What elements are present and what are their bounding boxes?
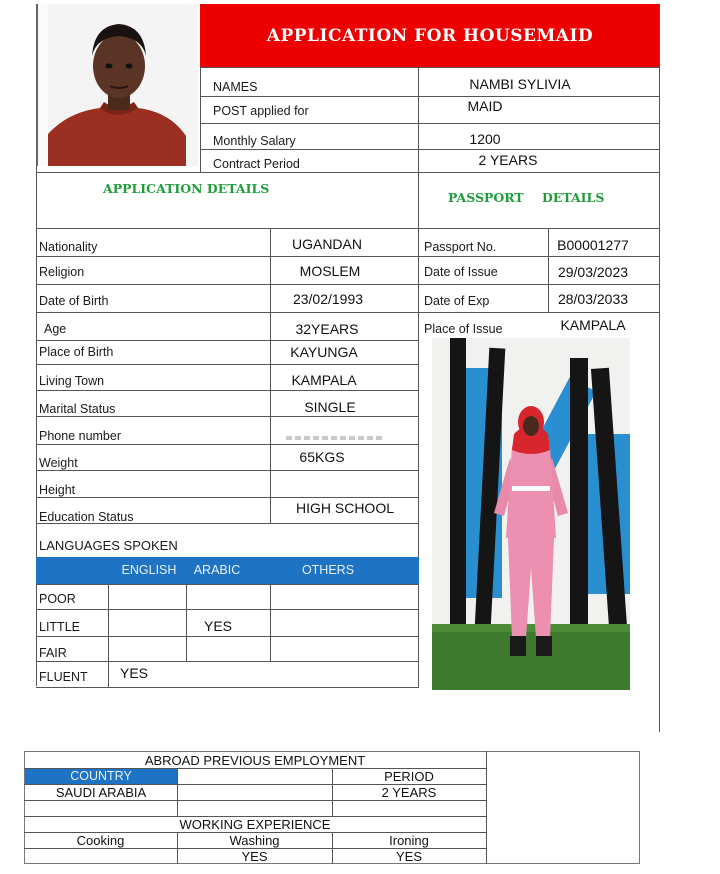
portrait-illustration — [38, 4, 200, 166]
country-label: COUNTRY — [70, 769, 132, 783]
period-label: PERIOD — [384, 769, 434, 784]
lang-row-fair: FAIR — [39, 646, 67, 660]
weight-value: 65KGS — [299, 449, 345, 465]
full-body-photo — [432, 338, 630, 690]
fluent-english-value: YES — [119, 665, 148, 681]
pob-value: KAYUNGA — [290, 344, 358, 360]
dob-label: Date of Birth — [39, 294, 109, 308]
age-value: 32YEARS — [295, 321, 359, 337]
names-label: NAMES — [213, 80, 258, 94]
lang-row-poor: POOR — [39, 592, 76, 606]
lang-col-english: ENGLISH — [121, 563, 177, 577]
salary-value: 1200 — [469, 131, 501, 147]
portrait-photo — [36, 4, 198, 166]
post-label: POST applied for — [213, 104, 309, 118]
town-value: KAMPALA — [291, 372, 357, 388]
full-body-illustration — [432, 338, 630, 690]
ironing-value: YES — [395, 849, 422, 864]
date-of-issue-label: Date of Issue — [424, 265, 498, 279]
little-arabic-value: YES — [203, 618, 232, 634]
passport-no-label: Passport No. — [424, 240, 497, 254]
weight-label: Weight — [39, 456, 78, 470]
passport-heading: PASSPORT — [448, 190, 524, 205]
period-value: 2 YEARS — [381, 785, 437, 800]
education-value: HIGH SCHOOL — [295, 500, 394, 516]
date-of-exp-value: 28/03/2033 — [557, 291, 629, 307]
skill-cooking: Cooking — [76, 833, 125, 848]
lang-col-arabic: ARABIC — [193, 563, 241, 577]
date-of-issue-value: 29/03/2023 — [557, 264, 629, 280]
post-value: MAID — [467, 98, 503, 114]
contract-value: 2 YEARS — [478, 152, 538, 168]
dob-value: 23/02/1993 — [292, 291, 364, 307]
contract-label: Contract Period — [213, 157, 300, 171]
place-of-issue-value: KAMPALA — [560, 317, 626, 333]
religion-value: MOSLEM — [299, 263, 361, 279]
pob-label: Place of Birth — [39, 345, 114, 359]
skill-ironing: Ironing — [389, 833, 429, 848]
title-bar — [200, 4, 660, 67]
phone-value-redacted — [286, 436, 382, 440]
page-title: APPLICATION FOR HOUSEMAID — [266, 25, 594, 46]
names-value: NAMBI SYLIVIA — [469, 76, 571, 92]
place-of-issue-label: Place of Issue — [424, 322, 503, 336]
application-details-heading: APPLICATION DETAILS — [103, 181, 270, 196]
details-heading: DETAILS — [542, 190, 605, 205]
passport-no-value: B00001277 — [557, 237, 629, 253]
working-experience-heading: WORKING EXPERIENCE — [179, 817, 331, 832]
country-value: SAUDI ARABIA — [55, 785, 147, 800]
phone-label: Phone number — [39, 429, 122, 443]
employment-heading: ABROAD PREVIOUS EMPLOYMENT — [144, 753, 366, 768]
languages-heading: LANGUAGES SPOKEN — [39, 538, 178, 553]
marital-label: Marital Status — [39, 402, 116, 416]
salary-label: Monthly Salary — [213, 134, 296, 148]
marital-value: SINGLE — [304, 399, 356, 415]
height-label: Height — [39, 483, 76, 497]
lang-row-fluent: FLUENT — [39, 670, 88, 684]
nationality-label: Nationality — [39, 240, 98, 254]
date-of-exp-label: Date of Exp — [424, 294, 490, 308]
age-label: Age — [44, 322, 67, 336]
education-label: Education Status — [39, 510, 134, 524]
skill-washing: Washing — [229, 833, 280, 848]
town-label: Living Town — [39, 374, 105, 388]
religion-label: Religion — [39, 265, 85, 279]
nationality-value: UGANDAN — [291, 236, 362, 252]
lang-row-little: LITTLE — [39, 620, 80, 634]
washing-value: YES — [241, 849, 268, 864]
lang-col-others: OTHERS — [301, 563, 355, 577]
